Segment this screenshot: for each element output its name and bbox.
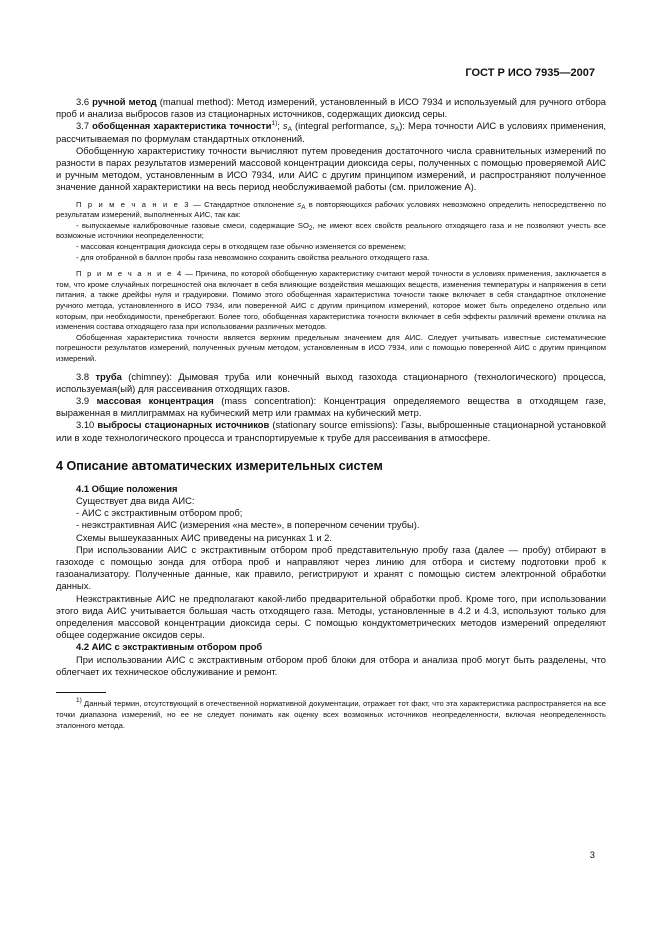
subsection-heading: 4.2 АИС с экстрактивным отбором проб [76,641,263,653]
definition-3-9 [56,395,606,419]
note-4 [56,269,606,333]
footnote-separator [56,692,106,693]
symbol: s [282,120,288,132]
note-text: — Причина, по которой обобщенную характеристику считают мерой точности в условиях применения, заключается в том, что кроме случайных погрешностей она включает в себя влияющие воздействия мешающих веществ, изменения температуры и напряжения в сети питания, а также дрейфы нуля и градуировки. Помимо этого обобщенная характеристика точности также включает в себя стандартное отклонение ручного метода, установленного в ИСО 7934, или поверенной АИС с другим принципом измерений, которое может быть определено отдельно или которым, при необходимости, пренебрегают. Более того, обобщенная характеристика точности включает в себя эффекты различий времени отклика на изменения состава отходящего газа при использовании различных методов. [56,269,606,332]
symbol-subscript: A [394,126,400,134]
note-label: П р и м е ч а н и е 4 [76,269,183,279]
symbol-subscript: A [287,126,292,134]
definition-text: (chimney): Дымовая труба или конечный выход газохода стационарного (технологического) процесса, используемая(ый) для рассеивания отходящих газов. [56,370,606,394]
text: ; [277,120,283,132]
page-content [56,96,606,731]
clause-number: 3.10 [76,419,95,431]
section-heading: 4 Описание автоматических измерительных систем [56,458,383,473]
definition-3-8 [56,371,606,395]
paragraph: Существует два вида АИС: [76,494,195,506]
paragraph: Схемы вышеуказанных АИС приведены на рисунках 1 и 2. [76,531,332,543]
term: массовая концентрация [96,394,214,406]
footnote-mark: 1) [76,697,82,704]
footnote [56,699,606,731]
note-paragraph: Обобщенная характеристика точности является верхним предельным значением для АИС. Следует учитывать известные систематические погрешности результатов измерений, полученных ручным методом, установленным в ИСО 7934, или с помощью поверенной АИС с другим принципом измерений. [56,332,606,363]
definition-text: (manual method): Метод измерений, установленный в ИСО 7934 и используемый для ручного отбора проб и анализа выбросов газов из стационарных источников, содержащих диоксид серы. [56,96,606,120]
definition-text: (mass concentration): Концентрация определяемого вещества в отходящем газе, выраженная в миллиграммах на кубический метр или граммах на кубический метр. [56,394,607,419]
note-text: , не имеют всех свойств реального отходящего газа и не позволяют учесть все возможные источники неопределенности; [56,220,606,241]
text: (integral performance, [291,120,391,132]
formula-subscript: 2 [308,224,313,232]
clause-number: 3.6 [76,96,90,107]
note-label: П р и м е ч а н и е 3 [76,199,191,209]
term: труба [95,370,122,382]
symbol: s [297,199,302,209]
clause-number: 3.7 [76,120,90,132]
paragraph: Неэкстрактивные АИС не предполагают какой-либо предварительной обработки проб. Кроме того, при использовании этого вида АИС учитывается большая часть отходящего газа. Методы, установленные в 4.2 и 4.3, используют только для определения массовой концентрации диоксида серы. С помощью кондуктометрических методов измерений определяют общее содержание оксидов серы. [56,592,606,641]
note-text: — Стандартное отклонение [190,199,298,209]
definition-3-10 [56,419,606,443]
subsection-heading: 4.1 Общие положения [76,482,178,494]
list-item: - АИС с экстрактивным отбором проб; [76,507,243,519]
page-number: 3 [589,849,595,860]
document-header: ГОСТ Р ИСО 7935—2007 [465,67,595,79]
note-list-item [56,221,606,242]
list-item: - неэкстрактивная АИС (измерения «на месте», в поперечном сечении трубы). [76,519,420,531]
footnote-ref: 1) [271,120,278,128]
paragraph: Обобщенную характеристику точности вычисляют путем проведения достаточного числа сравнительных измерений по разности в парах результатов измерений массовой концентрации диоксида серы, полученных с помощью проверяемой АИС и ручным методом, установленным в ИСО 7934, или АИС с другим принципом измерений, и распространяют полученное значение данной характеристики на весь период необслуживаемой работы (см. приложение А). [56,144,606,193]
note-list-item: - для отобранной в баллон пробы газа невозможно сохранить свойства реального отходящего газа. [76,252,430,262]
definition-3-7 [56,120,606,144]
paragraph: При использовании АИС с экстрактивным отбором проб представительную пробу газа (далее — пробу) отбирают в газоходе с помощью зонда для отбора проб и направляют через линию для отбора и систему подготовки проб к газоанализатору. Полученные данные, как правило, регистрируют и хранят с помощью систем электронной обработки данных. [56,543,606,592]
symbol-subscript: A [301,203,306,211]
definition-3-6 [56,96,606,120]
term: ручной метод [92,96,157,107]
footnote-text: Данный термин, отсутствующий в отечественной нормативной документации, отражает тот факт, что эта характеристика распространяется на все точки диапазона измерений, но ее не следует понимать как оценку всех возможных источников неопределенности, включая неопределенность эталонного метода. [56,699,606,730]
paragraph: При использовании АИС с экстрактивным отбором проб блоки для отбора и анализа проб могут быть разделены, что облегчает их техническое обслуживание и ремонт. [56,653,606,677]
definition-text: ): Мера точности АИС в условиях применения, рассчитываемая по формулам стандартных отклонений. [56,120,607,144]
definition-text: (stationary source emissions): Газы, выброшенные стационарной установкой или в ходе технологического процесса и транспортируемые к трубе для рассеивания в атмосфере. [56,419,606,443]
clause-number: 3.9 [76,394,90,406]
symbol: s [390,120,395,132]
term: выбросы стационарных источников [97,419,270,431]
term: обобщенная характеристика точности [92,120,272,132]
note-list-item: - массовая концентрация диоксида серы в отходящем газе обычно изменяется со временем; [76,242,406,251]
note-text: в повторяющихся рабочих условиях невозможно определить непосредственно по результатам измерений, выполненных АИС, так как: [56,199,606,220]
note-3 [56,200,606,221]
clause-number: 3.8 [76,370,90,382]
note-text: - выпускаемые калибровочные газовые смеси, содержащие SO [76,220,309,230]
